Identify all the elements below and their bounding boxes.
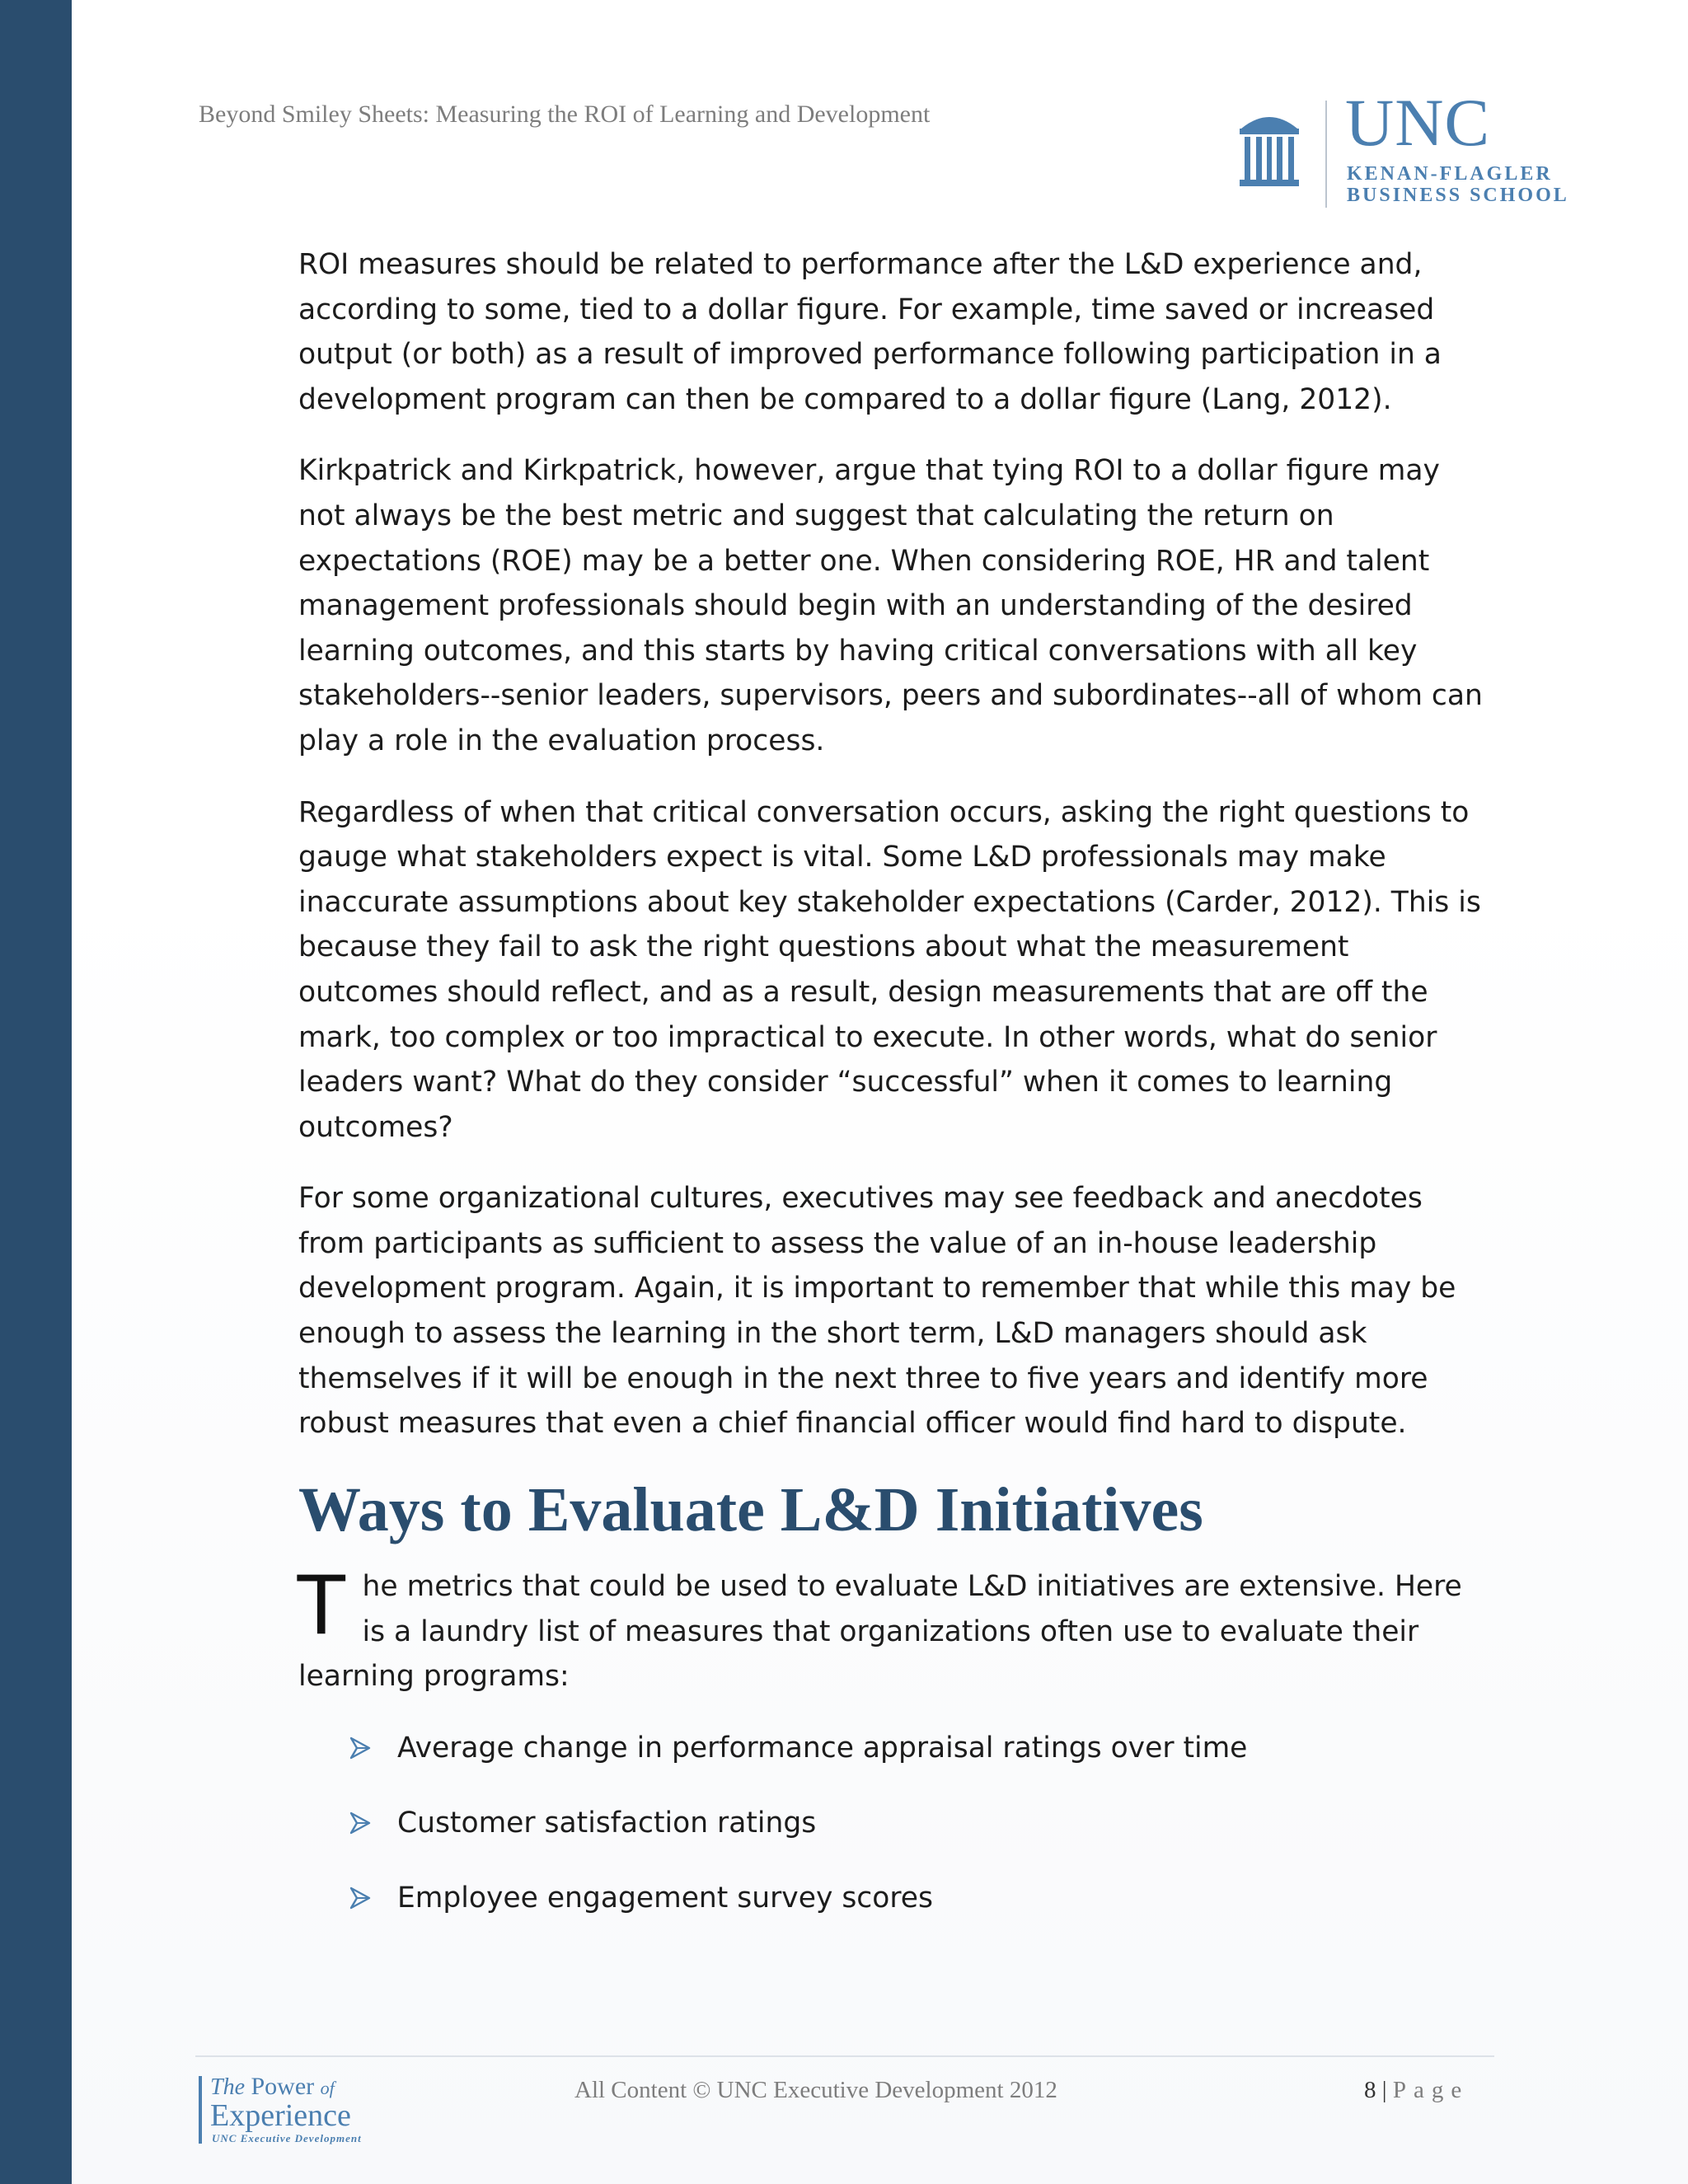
- body-paragraph-1: ROI measures should be related to performance after the L&D experience and, according to some, tied to a dollar figure. For example, time saved or increased output (or both) as a result of improved performance following participation in a development program can then be compared to a dollar figure (Lang, 2012).: [298, 248, 1442, 416]
- intro-paragraph: [295, 1557, 1493, 1699]
- footer-logo-line-1: The Power of: [210, 2073, 335, 2100]
- old-well-icon: [1236, 104, 1302, 194]
- logo-school-line-2: BUSINESS SCHOOL: [1347, 185, 1569, 206]
- list-item: [349, 1801, 1493, 1845]
- arrow-bullet-icon: [349, 1886, 371, 1910]
- logo-school-line-1: KENAN-FLAGLER: [1347, 163, 1553, 185]
- logo-divider: [1325, 101, 1327, 208]
- logo-unc-text: UNC: [1345, 85, 1491, 160]
- arrow-bullet-icon: [349, 1736, 371, 1760]
- footer-copyright: All Content © UNC Executive Development 2012: [574, 2077, 1057, 2103]
- footer-divider: [195, 2055, 1494, 2057]
- list-item-text: Employee engagement survey scores: [397, 1881, 934, 1915]
- running-header-title: Beyond Smiley Sheets: Measuring the ROI of Learning and Development: [199, 101, 931, 128]
- main-content: [295, 242, 1493, 1951]
- drop-cap-letter: T: [295, 1557, 348, 1653]
- list-item: [349, 1876, 1493, 1920]
- intro-text: he metrics that could be used to evaluate L&D initiatives are extensive. Here is a laundry list of measures that organizations often use to evaluate their learning programs:: [298, 1570, 1462, 1694]
- section-heading: Ways to Evaluate L&D Initiatives: [298, 1474, 1203, 1544]
- measures-list: [298, 1726, 1493, 1920]
- unc-kenan-flagler-logo: [1236, 85, 1599, 213]
- footer-logo-bar: [199, 2076, 202, 2144]
- page-number-value: 8: [1364, 2077, 1376, 2103]
- list-item-text: Average change in performance appraisal ratings over time: [397, 1731, 1248, 1765]
- page-number: [1364, 2077, 1469, 2104]
- body-paragraph-3: Regardless of when that critical conversation occurs, asking the right questions to gauge what stakeholders expect is vital. Some L&D professionals may make inaccurate assumptions about key stakeholder expectations (Carder, 2012). This is because they fail to ask the right questions about what the measurement outcomes should reflect, and as a result, design measurements that are off the mark, too complex or too impractical to execute. In other words, what do senior leaders want? What do they consider “successful” when it comes to learning outcomes?: [298, 795, 1481, 1144]
- left-sidebar-band: [0, 0, 72, 2184]
- footer-logo-experience: Experience: [210, 2098, 351, 2133]
- list-item: [349, 1726, 1493, 1770]
- body-paragraph-4: For some organizational cultures, executives may see feedback and anecdotes from participants as sufficient to assess the value of an in-house leadership development program. Again, it is important to remember that while this may be enough to assess the learning in the short term, L&D managers should ask themselves if it will be enough in the next three to five years and identify more robust measures that even a chief financial officer would find hard to dispute.: [298, 1182, 1456, 1441]
- arrow-bullet-icon: [349, 1811, 371, 1835]
- footer-logo-subtitle: UNC Executive Development: [212, 2132, 362, 2144]
- power-of-experience-logo: [199, 2073, 396, 2155]
- page-word: Page: [1392, 2077, 1470, 2103]
- page-separator: |: [1381, 2077, 1387, 2103]
- list-item-text: Customer satisfaction ratings: [397, 1806, 817, 1840]
- body-paragraph-2: Kirkpatrick and Kirkpatrick, however, argue that tying ROI to a dollar figure may not always be the best metric and suggest that calculating the return on expectations (ROE) may be a better one. When considering ROE, HR and talent management professionals should begin with an understanding of the desired learning outcomes, and this starts by having critical conversations with all key stakeholders--senior leaders, supervisors, peers and subordinates--all of whom can play a role in the evaluation process.: [298, 454, 1483, 757]
